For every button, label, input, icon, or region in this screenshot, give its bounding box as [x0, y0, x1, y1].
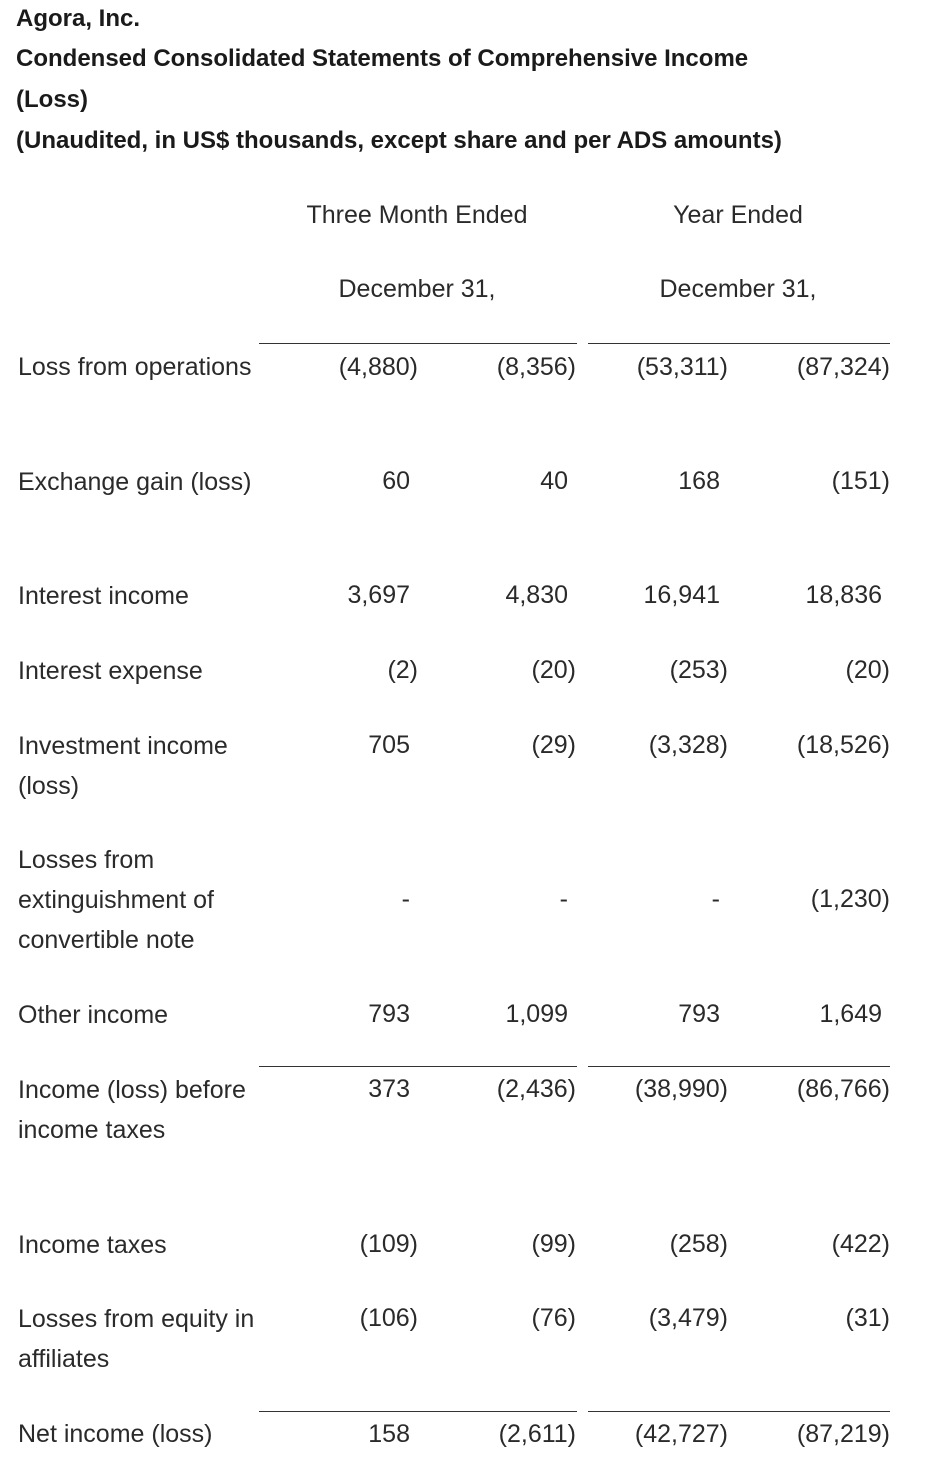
cell-value: (31): [845, 1304, 890, 1332]
cell-value: (4,880): [338, 353, 418, 381]
cell-value: (2,611): [498, 1420, 576, 1448]
cell-value: (86,766): [796, 1075, 890, 1103]
year-subheading: December 31,: [659, 275, 817, 303]
row-label: Other income: [18, 1001, 169, 1029]
cell-value: 16,941: [643, 581, 720, 609]
units-note: (Unaudited, in US$ thousands, except share and per ADS amounts): [16, 127, 782, 154]
cell-value: (29): [531, 731, 576, 759]
cell-value: (422): [831, 1230, 890, 1258]
row-label: Losses from extinguishment of convertible note: [18, 846, 214, 954]
cell-value: 18,836: [805, 581, 882, 609]
cell-value: (258): [669, 1230, 728, 1258]
statement-title: Condensed Consolidated Statements of Comprehensive Income: [16, 45, 749, 72]
cell-value: 40: [540, 467, 568, 495]
cell-value: 705: [368, 731, 410, 759]
cell-value: (99): [531, 1230, 576, 1258]
three-month-header-rule: [259, 343, 577, 344]
cell-value: (38,990): [634, 1075, 728, 1103]
cell-value: (1,230): [810, 885, 890, 913]
cell-value: (87,324): [796, 353, 890, 381]
cell-value: -: [711, 885, 720, 913]
cell-value: (76): [531, 1304, 576, 1332]
subtotal-rule-year: [588, 1066, 890, 1067]
cell-value: -: [559, 885, 568, 913]
three-month-subheading: December 31,: [338, 275, 496, 303]
row-label: Interest income: [18, 582, 189, 610]
cell-value: (87,219): [796, 1420, 890, 1448]
cell-value: (8,356): [496, 353, 576, 381]
cell-value: (151): [831, 467, 890, 495]
cell-value: (2,436): [496, 1075, 576, 1103]
cell-value: (42,727): [634, 1420, 728, 1448]
cell-value: (3,479): [648, 1304, 728, 1332]
cell-value: 1,099: [505, 1000, 568, 1028]
cell-value: (53,311): [636, 353, 728, 381]
cell-value: (3,328): [648, 731, 728, 759]
cell-value: (20): [531, 656, 576, 684]
cell-value: (109): [359, 1230, 418, 1258]
row-label: Investment income (loss): [18, 732, 228, 800]
row-label: Loss from operations: [18, 353, 252, 381]
cell-value: 793: [368, 1000, 410, 1028]
total-rule-year: [588, 1411, 890, 1412]
cell-value: (253): [669, 656, 728, 684]
row-label: Income (loss) before income taxes: [18, 1076, 246, 1144]
company-name: Agora, Inc.: [16, 5, 141, 32]
subtotal-rule-three-month: [259, 1066, 577, 1067]
cell-value: 373: [368, 1075, 410, 1103]
cell-value: 1,649: [819, 1000, 882, 1028]
cell-value: 158: [368, 1420, 410, 1448]
three-month-heading: Three Month Ended: [306, 201, 528, 229]
total-rule-three-month: [259, 1411, 577, 1412]
cell-value: 3,697: [347, 581, 410, 609]
cell-value: (18,526): [796, 731, 890, 759]
cell-value: 60: [382, 467, 410, 495]
cell-value: -: [401, 885, 410, 913]
row-label: Net income (loss): [18, 1420, 213, 1448]
statement-title-cont: (Loss): [16, 86, 88, 113]
row-label: Interest expense: [18, 657, 203, 685]
year-header-rule: [588, 343, 890, 344]
row-label: Losses from equity in affiliates: [18, 1305, 255, 1373]
cell-value: 4,830: [505, 581, 568, 609]
cell-value: (106): [359, 1304, 418, 1332]
cell-value: 793: [678, 1000, 720, 1028]
row-label: Income taxes: [18, 1231, 167, 1259]
cell-value: 168: [678, 467, 720, 495]
cell-value: (2): [387, 656, 418, 684]
cell-value: (20): [845, 656, 890, 684]
year-heading: Year Ended: [673, 201, 803, 229]
row-label: Exchange gain (loss): [18, 468, 252, 496]
